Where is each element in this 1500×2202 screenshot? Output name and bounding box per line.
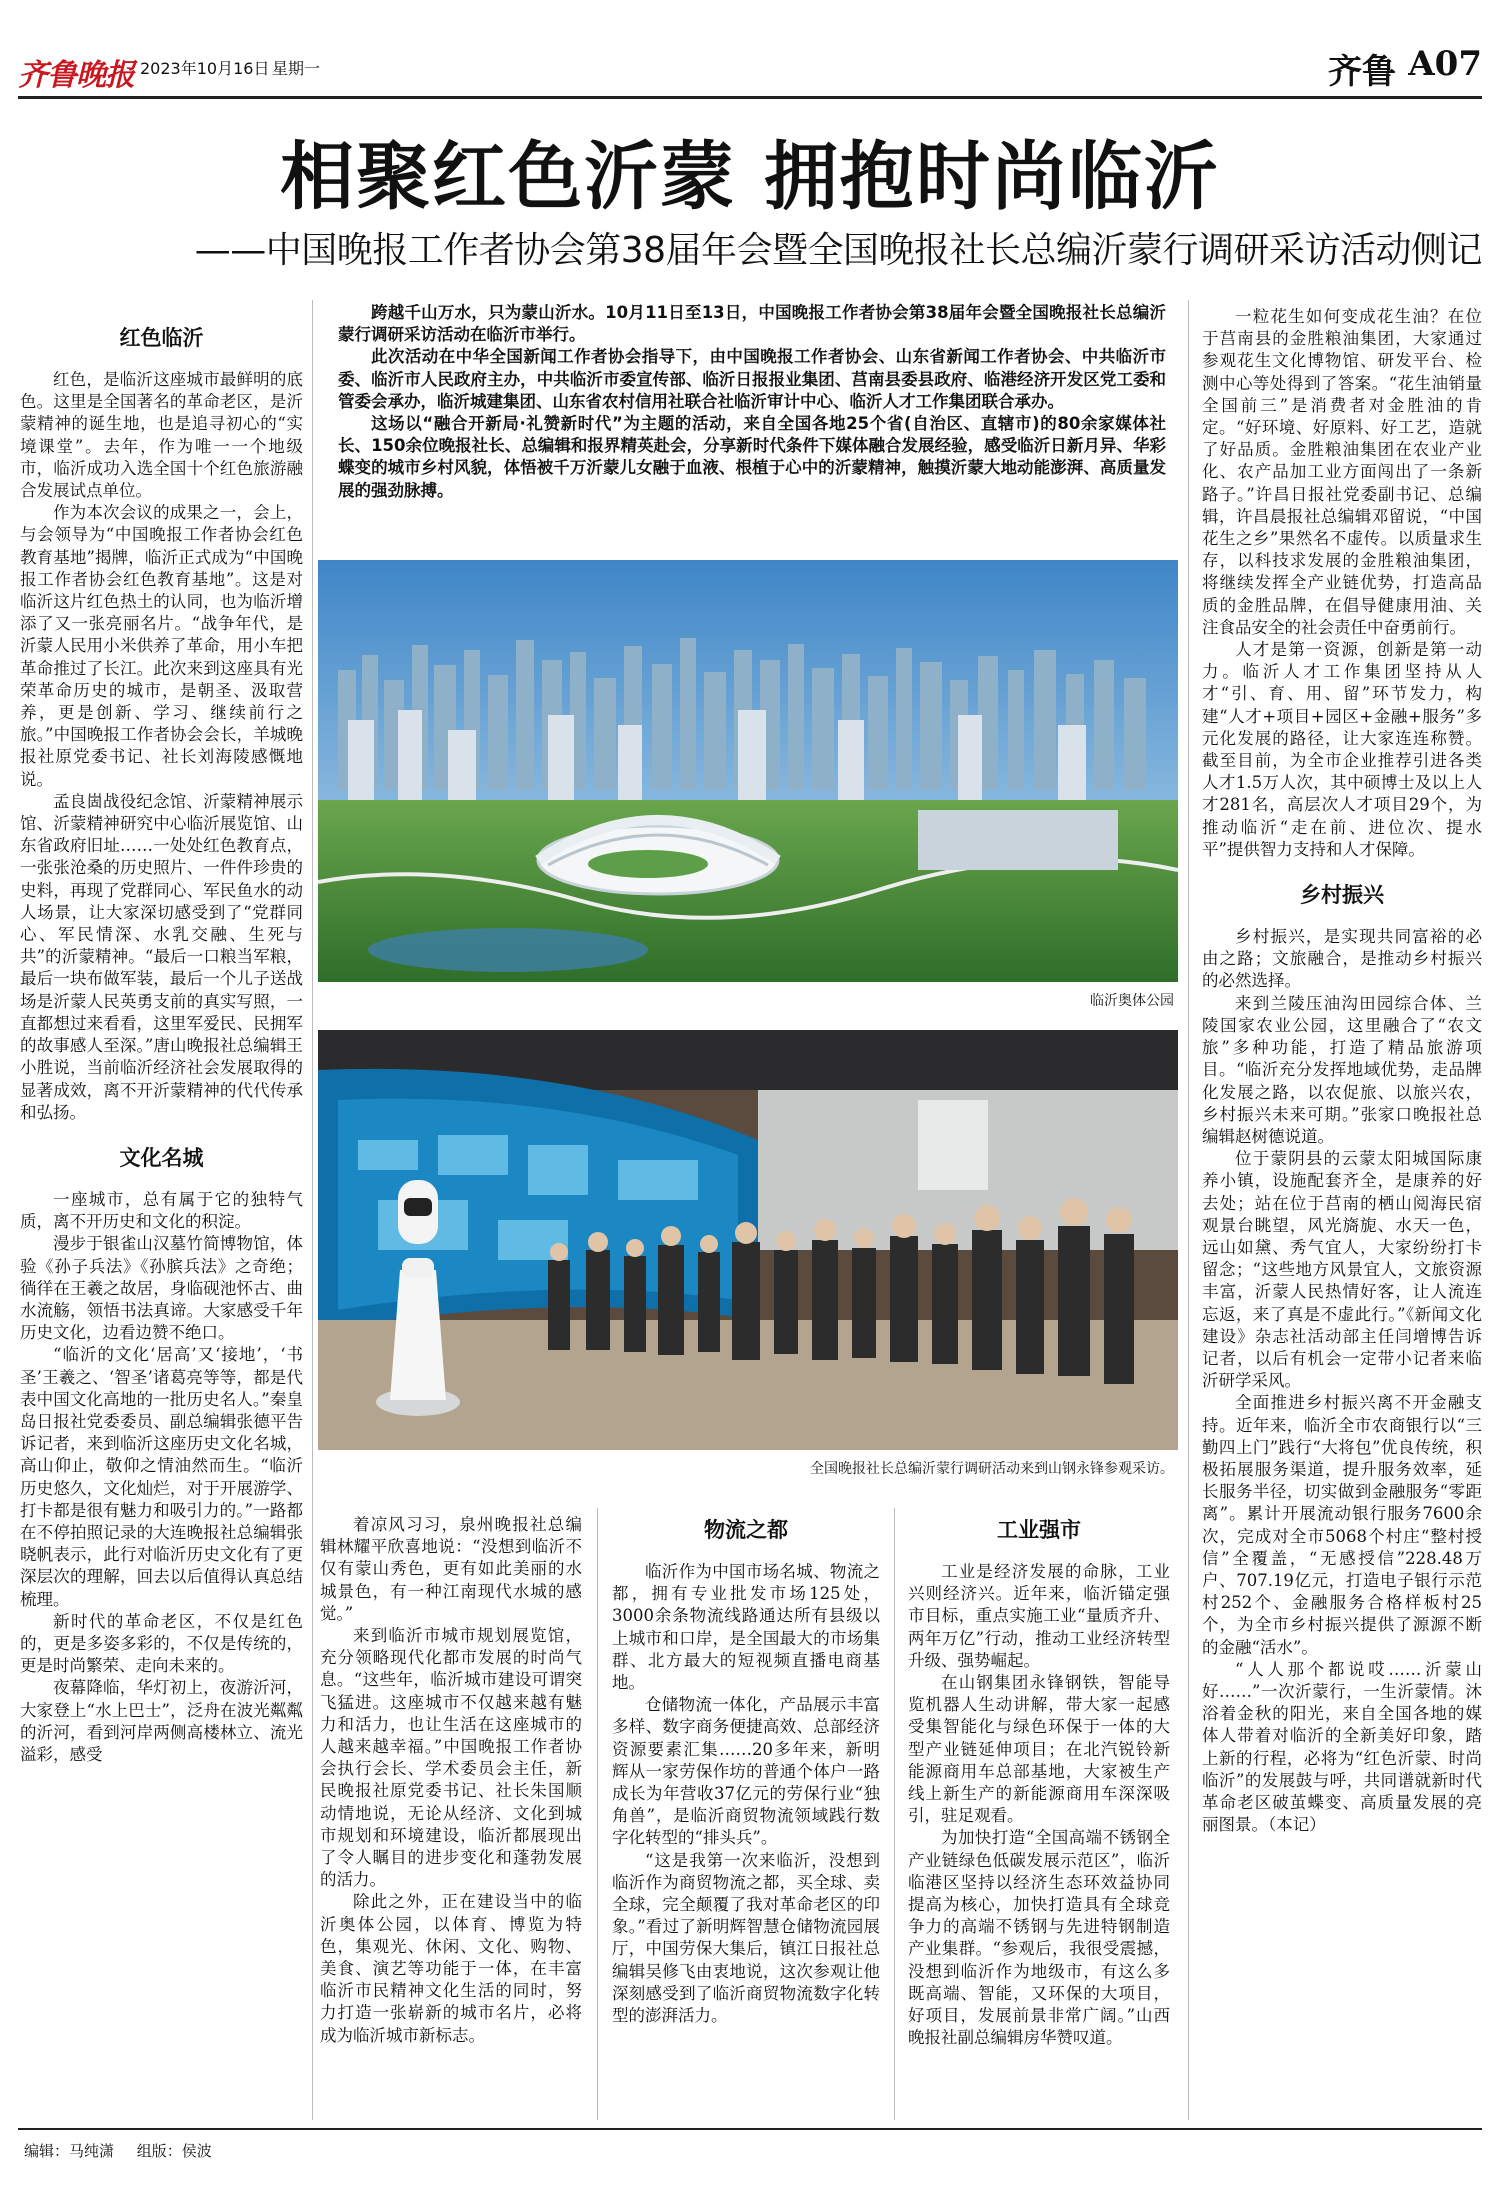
paragraph: 来到兰陵压油沟田园综合体、兰陵国家农业公园，这里融合了“农文旅”多种功能，打造了精品旅游项目。“临沂充分发挥地域优势，走品牌化发展之路，以农促旅、以旅兴农，乡村振兴未来可期。”张家口晚报社总编辑赵树德说道。 [1202,993,1482,1146]
paragraph: 工业是经济发展的命脉，工业兴则经济兴。近年来，临沂锚定强市目标，重点实施工业“量质齐升、两年万亿”行动，推动工业经济转型升级、强势崛起。 [908,1562,1170,1670]
section-heading-industry: 工业强市 [997,1518,1081,1542]
paragraph: 全面推进乡村振兴离不开金融支持。近年来，临沂全市农商银行以“三勤四上门”践行“大将包”优良传统，积极拓展服务渠道，提升服务效率，延长服务半径，切实做到金融服务“零距离”。累计开展流动银行服务7600余次，完成对全市5068个村庄“整村授信”全覆盖，“无感授信”228.48万户、707.19亿元，打造电子银行示范村252个、金融服务合格样板村25个，为全市乡村振兴提供了源源不断的金融“活水”。 [1202,1393,1482,1657]
photo-caption-exhibition: 全国晚报社长总编沂蒙行调研活动来到山钢永锋参观采访。 [810,1461,1174,1477]
paragraph: 新时代的革命老区，不仅是红色的，更是多姿多彩的，不仅是传统的，更是时尚繁荣、走向未来的。 [20,1611,303,1676]
column-1 [20,322,303,2122]
paragraph: 临沂作为中国市场名城、物流之都，拥有专业批发市场125处，3000余条物流线路通达所有县级以上城市和口岸，是全国最大的市场集群、北方最大的短视频直播电商基地。 [612,1562,880,1693]
paragraph: “这是我第一次来临沂，没想到临沂作为商贸物流之都，买全球、卖全球，完全颠覆了我对革命老区的印象。”看过了新明辉智慧仓储物流园展厅，中国劳保大集后，镇江日报社总编辑吴修飞由衷地说，这次参观让他深刻感受到了临沂商贸物流数字化转型的澎湃活力。 [612,1850,880,2026]
paragraph: 位于蒙阴县的云蒙太阳城国际康养小镇，设施配套齐全，是康养的好去处；站在位于莒南的栖山阅海民宿观景台眺望，风光旖旎、水天一色，远山如黛、秀气宜人，大家纷纷打卡留念；“这些地方风景宜人，文旅资源丰富，沂蒙人民热情好客，让人流连忘返，来了真是不虚此行。”《新闻文化建设》杂志社活动部主任闫增博告诉记者，以后有机会一定带小记者来临沂研学采风。 [1202,1149,1482,1391]
column-3 [612,1514,880,2114]
column-divider [894,1508,895,2120]
issue-date: 2023年10月16日 [140,59,270,78]
paragraph: 一座城市，总有属于它的独特气质，离不开历史和文化的积淀。 [20,1189,303,1232]
exhibition-image [318,1030,1178,1450]
section-heading-rural-revitalization: 乡村振兴 [1300,883,1384,908]
sub-headline: ——中国晚报工作者协会第38届年会暨全国晚报社长总编沂蒙行调研采访活动侧记 [194,230,1482,271]
column-divider [312,300,313,2120]
paragraph: 一粒花生如何变成花生油？在位于莒南县的金胜粮油集团，大家通过参观花生文化博物馆、研发平台、检测中心等处得到了答案。“花生油销量全国前三”是消费者对金胜油的肯定。“好环境、好原料、好工艺，造就了好品质。金胜粮油集团在农业产业化、农产品加工业方面闯出了一条新路子。”许昌日报社党委副书记、总编辑，许昌晨报社总编辑邓留说，“中国花生之乡”果然名不虚传。以质量求生存，以科技求发展的金胜粮油集团，将继续发挥全产业链优势，打造高品质的金胜品牌，在倡导健康用油、关注食品安全的社会责任中奋勇前行。 [1202,307,1482,637]
paragraph: 来到临沂市城市规划展览馆，充分领略现代化都市发展的时尚气息。“这些年，临沂城市建设可谓突飞猛进。这座城市不仅越来越有魅力和活力，也让生活在这座城市的人越来越幸福。”中国晚报工作者协会执行会长、学术委员会主任，新民晚报社原党委书记、社长朱国顺动情地说，无论从经济、文化到城市规划和环境建设，临沂都展现出了令人瞩目的进步变化和蓬勃发展的活力。 [320,1626,582,1890]
paragraph: 乡村振兴，是实现共同富裕的必由之路；文旅融合，是推动乡村振兴的必然选择。 [1202,927,1482,991]
page-header [18,42,1482,94]
paragraph: 为加快打造“全国高端不锈钢全产业链绿色低碳发展示范区”，临沂临港区坚持以经济生态环效益协同提高为核心，加快打造具有全球竞争力的高端不锈钢与先进特钢制造产业集群。“参观后，我很受震撼，没想到临沂作为地级市，有这么多既高端、智能，又环保的大项目，好项目，发展前景非常广阔。”山西晚报社副总编辑房华赞叹道。 [908,1828,1170,2048]
photo-exhibition-hall [318,1030,1178,1450]
paragraph: 作为本次会议的成果之一，会上，与会领导为“中国晚报工作者协会红色教育基地”揭牌，临沂正式成为“中国晚报工作者协会红色教育基地”。这是对临沂这片红色热土的认同，也为临沂增添了又一张亮丽名片。“战争年代，是沂蒙人民用小米供养了革命，用小车把革命推过了长江。此次来到这座具有光荣革命历史的城市，是朝圣、汲取营养，更是创新、学习、继续前行之旅。”中国晚报工作者协会会长，羊城晚报社原党委书记、社长刘海陵感慨地说。 [20,503,303,789]
page-number: A07 [1408,44,1482,84]
lead-paragraph: 此次活动在中华全国新闻工作者协会指导下，由中国晚报工作者协会、山东省新闻工作者协会、中共临沂市委、临沂市人民政府主办，中共临沂市委宣传部、临沂日报报业集团、莒南县委县政府、临港经济开发区党工委和管委会承办，临沂城建集团、山东省农村信用社联合社临沂审计中心、临沂人才工作集团联合承办。 [338,347,1166,411]
column-4 [908,1514,1170,2114]
paragraph: 漫步于银雀山汉墓竹简博物馆，体验《孙子兵法》《孙膑兵法》之奇绝；徜徉在王羲之故居，身临砚池怀古、曲水流觞，领悟书法真谛。大家感受千年历史文化，边看边赞不绝口。 [20,1234,303,1343]
header-rule [18,96,1482,99]
section-heading-culture-city: 文化名城 [119,1145,204,1170]
paragraph: 仓储物流一体化，产品展示丰富多样、数字商务便捷高效、总部经济资源要素汇集……20多年来，新明辉从一家劳保作坊的普通个体户一路成长为年营收37亿元的劳保行业“独角兽”，是临沂商贸物流领域践行数字化转型的“排头兵”。 [612,1695,880,1848]
paragraph: “人人那个都说哎……沂蒙山好……”一次沂蒙行，一生沂蒙情。沐浴着金秋的阳光，来自全国各地的媒体人带着对临沂的全新美好印象，踏上新的行程，必将为“红色沂蒙、时尚临沂”的发展鼓与呼，共同谱就新时代革命老区破茧蝶变、高质量发展的亮丽图景。（本记） [1202,1659,1482,1835]
stadium-image [318,560,1178,982]
newspaper-masthead: 齐鲁晚报 [18,58,134,93]
lead-paragraph: 跨越千山万水，只为蒙山沂水。10月11日至13日，中国晚报工作者协会第38届年会暨全国晚报社长总编沂蒙行调研采访活动在临沂市举行。 [338,303,1166,345]
paragraph: 在山钢集团永锋钢铁，智能导览机器人生动讲解，带大家一起感受集智能化与绿色环保于一体的大型产业链延伸项目；在北汽锐铃新能源商用车总部基地，大家被生产线上新生产的新能源商用车深深吸引，驻足观看。 [908,1673,1170,1826]
paragraph: 人才是第一资源，创新是第一动力。临沂人才工作集团坚持从人才“引、育、用、留”环节发力，构建“人才+项目+园区+金融+服务”多元化发展的路径，让大家连连称赞。截至目前，为全市企业推荐引进各类人才1.5万人次，其中硕博士及以上人才281名，高层次人才项目29个，为推动临沂“走在前、进位次、提水平”提供智力支持和人才保障。 [1202,640,1482,859]
main-headline: 相聚红色沂蒙 拥抱时尚临沂 [280,134,1220,220]
paragraph: 夜幕降临，华灯初上，夜游沂河，大家登上“水上巴士”，泛舟在波光粼粼的沂河，看到河岸两侧高楼林立、流光溢彩，感受 [20,1678,303,1764]
paragraph: 红色，是临沂这座城市最鲜明的底色。这里是全国著名的革命老区，是沂蒙精神的诞生地，也是追寻初心的“实境课堂”。去年，作为唯一一个地级市，临沂成功入选全国十个红色旅游融合发展试点单位。 [20,370,303,501]
column-2 [320,1514,582,2114]
issue-weekday: 星期一 [272,59,321,78]
paragraph: 除此之外，正在建设当中的临沂奥体公园，以体育、博览为特色，集观光、休闲、文化、购物、美食、演艺等功能于一体，在丰富临沂市民精神文化生活的同时，努力打造一张崭新的城市名片，必将成为临沂城市新标志。 [320,1892,582,2045]
lead-paragraph: 这场以“融合开新局·礼赞新时代”为主题的活动，来自全国各地25个省(自治区、直辖市)的80余家媒体社长、150余位晚报社长、总编辑和报界精英赴会，分享新时代条件下媒体融合发展经验，感受临沂日新月异、华彩蝶变的城市乡村风貌，体悟被千万沂蒙儿女融于血液、根植于心中的沂蒙精神，触摸沂蒙大地动能澎湃、高质量发展的强劲脉搏。 [338,414,1166,500]
column-divider [1188,300,1189,2120]
paragraph: “临沂的文化‘居高’又‘接地’，‘书圣’王羲之、‘智圣’诸葛亮等等，都是代表中国文化高地的一批历史名人。”秦皇岛日报社党委委员、副总编辑张德平告诉记者，来到临沂这座历史文化名城，高山仰止，敬仰之情油然而生。“临沂历史悠久，文化灿烂，对于开展游学、打卡都是很有魅力和吸引力的。”一路都在不停拍照记录的大连晚报社总编辑张晓帆表示，此行对临沂历史文化有了更深层次的理解，回去以后值得认真总结梳理。 [20,1345,303,1609]
section-heading-red-linyi: 红色临沂 [119,326,204,350]
lead-paragraphs [338,302,1166,502]
paragraph: 着凉风习习，泉州晚报社总编辑林耀平欣喜地说：“没想到临沂不仅有蒙山秀色，更有如此美丽的水城景色，有一种江南现代水城的感觉。” [320,1515,582,1623]
section-heading-logistics: 物流之都 [704,1518,788,1542]
column-divider [597,1508,598,2120]
paragraph: 孟良崮战役纪念馆、沂蒙精神展示馆、沂蒙精神研究中心临沂展览馆、山东省政府旧址……一处处红色教育点，一张张沧桑的历史照片、一件件珍贵的史料，再现了党群同心、军民鱼水的动人场景，让大家深切感受到了“党群同心、军民情深、水乳交融、生死与共”的沂蒙精神。“最后一口粮当军粮，最后一块布做军装，最后一个儿子送战场是沂蒙人民英勇支前的真实写照，一直都想过来看看，这里军爱民、民拥军的故事感人至深。”唐山晚报社总编辑王小胜说，当前临沂经济社会发展取得的显著成效，离不开沂蒙精神的代代传承和弘扬。 [20,791,303,1122]
section-name: 齐鲁 [1328,52,1396,92]
editor-credit: 编辑：马纯潇 [24,2142,115,2160]
page-footer [24,2140,230,2161]
photo-caption-olympic-park: 临沂奥体公园 [1090,993,1174,1009]
column-5 [1202,306,1482,2122]
designer-credit: 组版：侯波 [136,2142,212,2160]
footer-rule [18,2128,1482,2130]
photo-olympic-park [318,560,1178,982]
